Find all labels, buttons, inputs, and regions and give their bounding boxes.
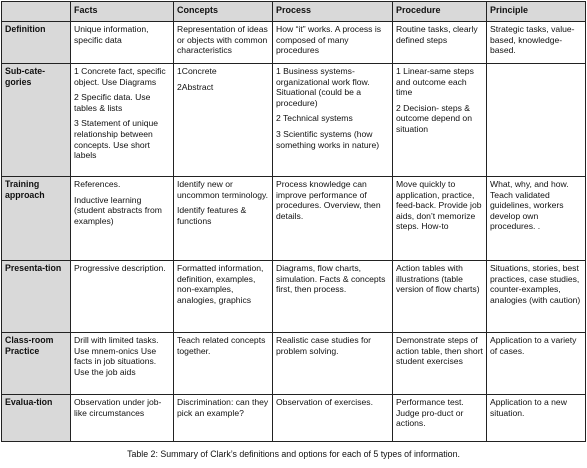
cell-paragraph: Action tables with illustrations (table version of flow charts): [396, 263, 480, 295]
table-cell: [174, 64, 273, 177]
table-cell: [273, 22, 393, 64]
cell-paragraph: 1 Linear-same steps and outcome each time: [396, 66, 474, 98]
table-cell: [487, 177, 586, 261]
cell-paragraph: Formatted information, definition, examples, non-examples, analogies, graphics: [177, 263, 264, 305]
cell-paragraph: What, why, and how. Teach validated guidelines, workers develop own procedures. .: [490, 179, 569, 232]
column-header: Concepts: [174, 2, 273, 22]
table-cell: [71, 395, 174, 442]
cell-paragraph: Application to a new situation.: [490, 397, 567, 418]
cell-paragraph: Realistic case studies for problem solving.: [276, 335, 372, 356]
table-caption: Table 2: Summary of Clark’s definitions and options for each of 5 types of information.: [127, 449, 460, 459]
cell-paragraph: 2 Technical systems: [276, 113, 353, 124]
column-header: Facts: [71, 2, 174, 22]
row-header: Sub-cate-gories: [2, 64, 71, 177]
cell-paragraph: 1 Concrete fact, specific object. Use Diagrams: [74, 66, 166, 87]
cell-paragraph: Diagrams, flow charts, simulation. Facts & concepts first, then process.: [276, 263, 386, 295]
summary-table: [1, 1, 586, 442]
cell-paragraph: Drill with limited tasks. Use mnem-onics Use facts in job situations. Use the job aids: [74, 335, 159, 377]
row-header: Class-room Practice: [2, 333, 71, 395]
table-cell: [393, 64, 487, 177]
cell-paragraph: How “it” works. A process is composed of many procedures: [276, 24, 382, 56]
cell-paragraph: Situations, stories, best practices, case studies, counter-examples, analogies (with caution): [490, 263, 581, 305]
cell-paragraph: Move quickly to application, practice, feed-back. Provide job aids, don’t memorize steps. How-to: [396, 179, 482, 232]
row-header: Evalua-tion: [2, 395, 71, 442]
table-row: [2, 333, 586, 395]
header-corner-cell: [2, 2, 71, 22]
table-cell: [393, 177, 487, 261]
column-header: Principle: [487, 2, 586, 22]
table-cell: [487, 395, 586, 442]
table-cell: [174, 395, 273, 442]
table-row: [2, 261, 586, 333]
table-cell: [71, 333, 174, 395]
cell-paragraph: 2 Specific data. Use tables & lists: [74, 92, 151, 113]
cell-paragraph: 3 Scientific systems (how something works in nature): [276, 128, 380, 150]
cell-paragraph: Representation of ideas or objects with common characteristics: [177, 24, 268, 56]
cell-paragraph: 2 Decision- steps & outcome depend on situation: [396, 102, 472, 134]
cell-paragraph: Discrimination: can they pick an example?: [177, 397, 269, 418]
cell-paragraph: References.: [74, 179, 121, 189]
cell-paragraph: Strategic tasks, value-based, knowledge-based.: [490, 24, 575, 56]
cell-paragraph: Identify features & functions: [177, 205, 247, 226]
table-cell: [174, 177, 273, 261]
cell-paragraph: Application to a variety of cases.: [490, 335, 577, 356]
table-cell: [273, 333, 393, 395]
cell-paragraph: 3 Statement of unique relationship between concepts. Use short labels: [74, 118, 159, 161]
row-header: Presenta-tion: [2, 261, 71, 333]
cell-paragraph: Inductive learning (student abstracts from examples): [74, 194, 162, 226]
row-header: Definition: [2, 22, 71, 64]
cell-paragraph: Teach related concepts together.: [177, 335, 266, 356]
table-cell: [71, 261, 174, 333]
table-cell: [487, 261, 586, 333]
cell-paragraph: Process knowledge can improve performance of procedures. Overview, then details.: [276, 179, 381, 221]
table-row: [2, 64, 586, 177]
table-cell: [273, 261, 393, 333]
table-cell: [393, 333, 487, 395]
table-cell: [487, 333, 586, 395]
cell-paragraph: 2Abstract: [177, 81, 214, 92]
row-header: Training approach: [2, 177, 71, 261]
table-cell: [174, 333, 273, 395]
cell-paragraph: Performance test. Judge pro-duct or actions.: [396, 397, 464, 429]
cell-paragraph: 1Concrete: [177, 66, 217, 76]
cell-paragraph: Unique information, specific data: [74, 24, 149, 45]
table-cell: [273, 395, 393, 442]
table-row: [2, 395, 586, 442]
document-page: [1, 1, 585, 442]
table-cell: [273, 64, 393, 177]
table-cell: [393, 261, 487, 333]
header-row: [2, 2, 586, 22]
cell-paragraph: Routine tasks, clearly defined steps: [396, 24, 478, 45]
cell-paragraph: Progressive description.: [74, 263, 166, 273]
table-cell: [71, 64, 174, 177]
table-body: [2, 22, 586, 442]
cell-paragraph: Observation of exercises.: [276, 397, 373, 407]
table-cell: [393, 395, 487, 442]
table-row: [2, 177, 586, 261]
table-cell: [71, 177, 174, 261]
table-cell: [174, 261, 273, 333]
cell-paragraph: Demonstrate steps of action table, then short student exercises: [396, 335, 483, 367]
table-cell: [71, 22, 174, 64]
column-header: Process: [273, 2, 393, 22]
cell-paragraph: Observation under job-like circumstances: [74, 397, 162, 418]
table-cell: [487, 22, 586, 64]
table-cell: [174, 22, 273, 64]
column-header: Procedure: [393, 2, 487, 22]
cell-paragraph: 1 Business systems- organizational work flow. Situational (could be a procedure): [276, 66, 370, 108]
table-cell: [393, 22, 487, 64]
table-cell: [273, 177, 393, 261]
cell-paragraph: Identify new or uncommon terminology.: [177, 179, 269, 200]
table-cell: [487, 64, 586, 177]
table-row: [2, 22, 586, 64]
